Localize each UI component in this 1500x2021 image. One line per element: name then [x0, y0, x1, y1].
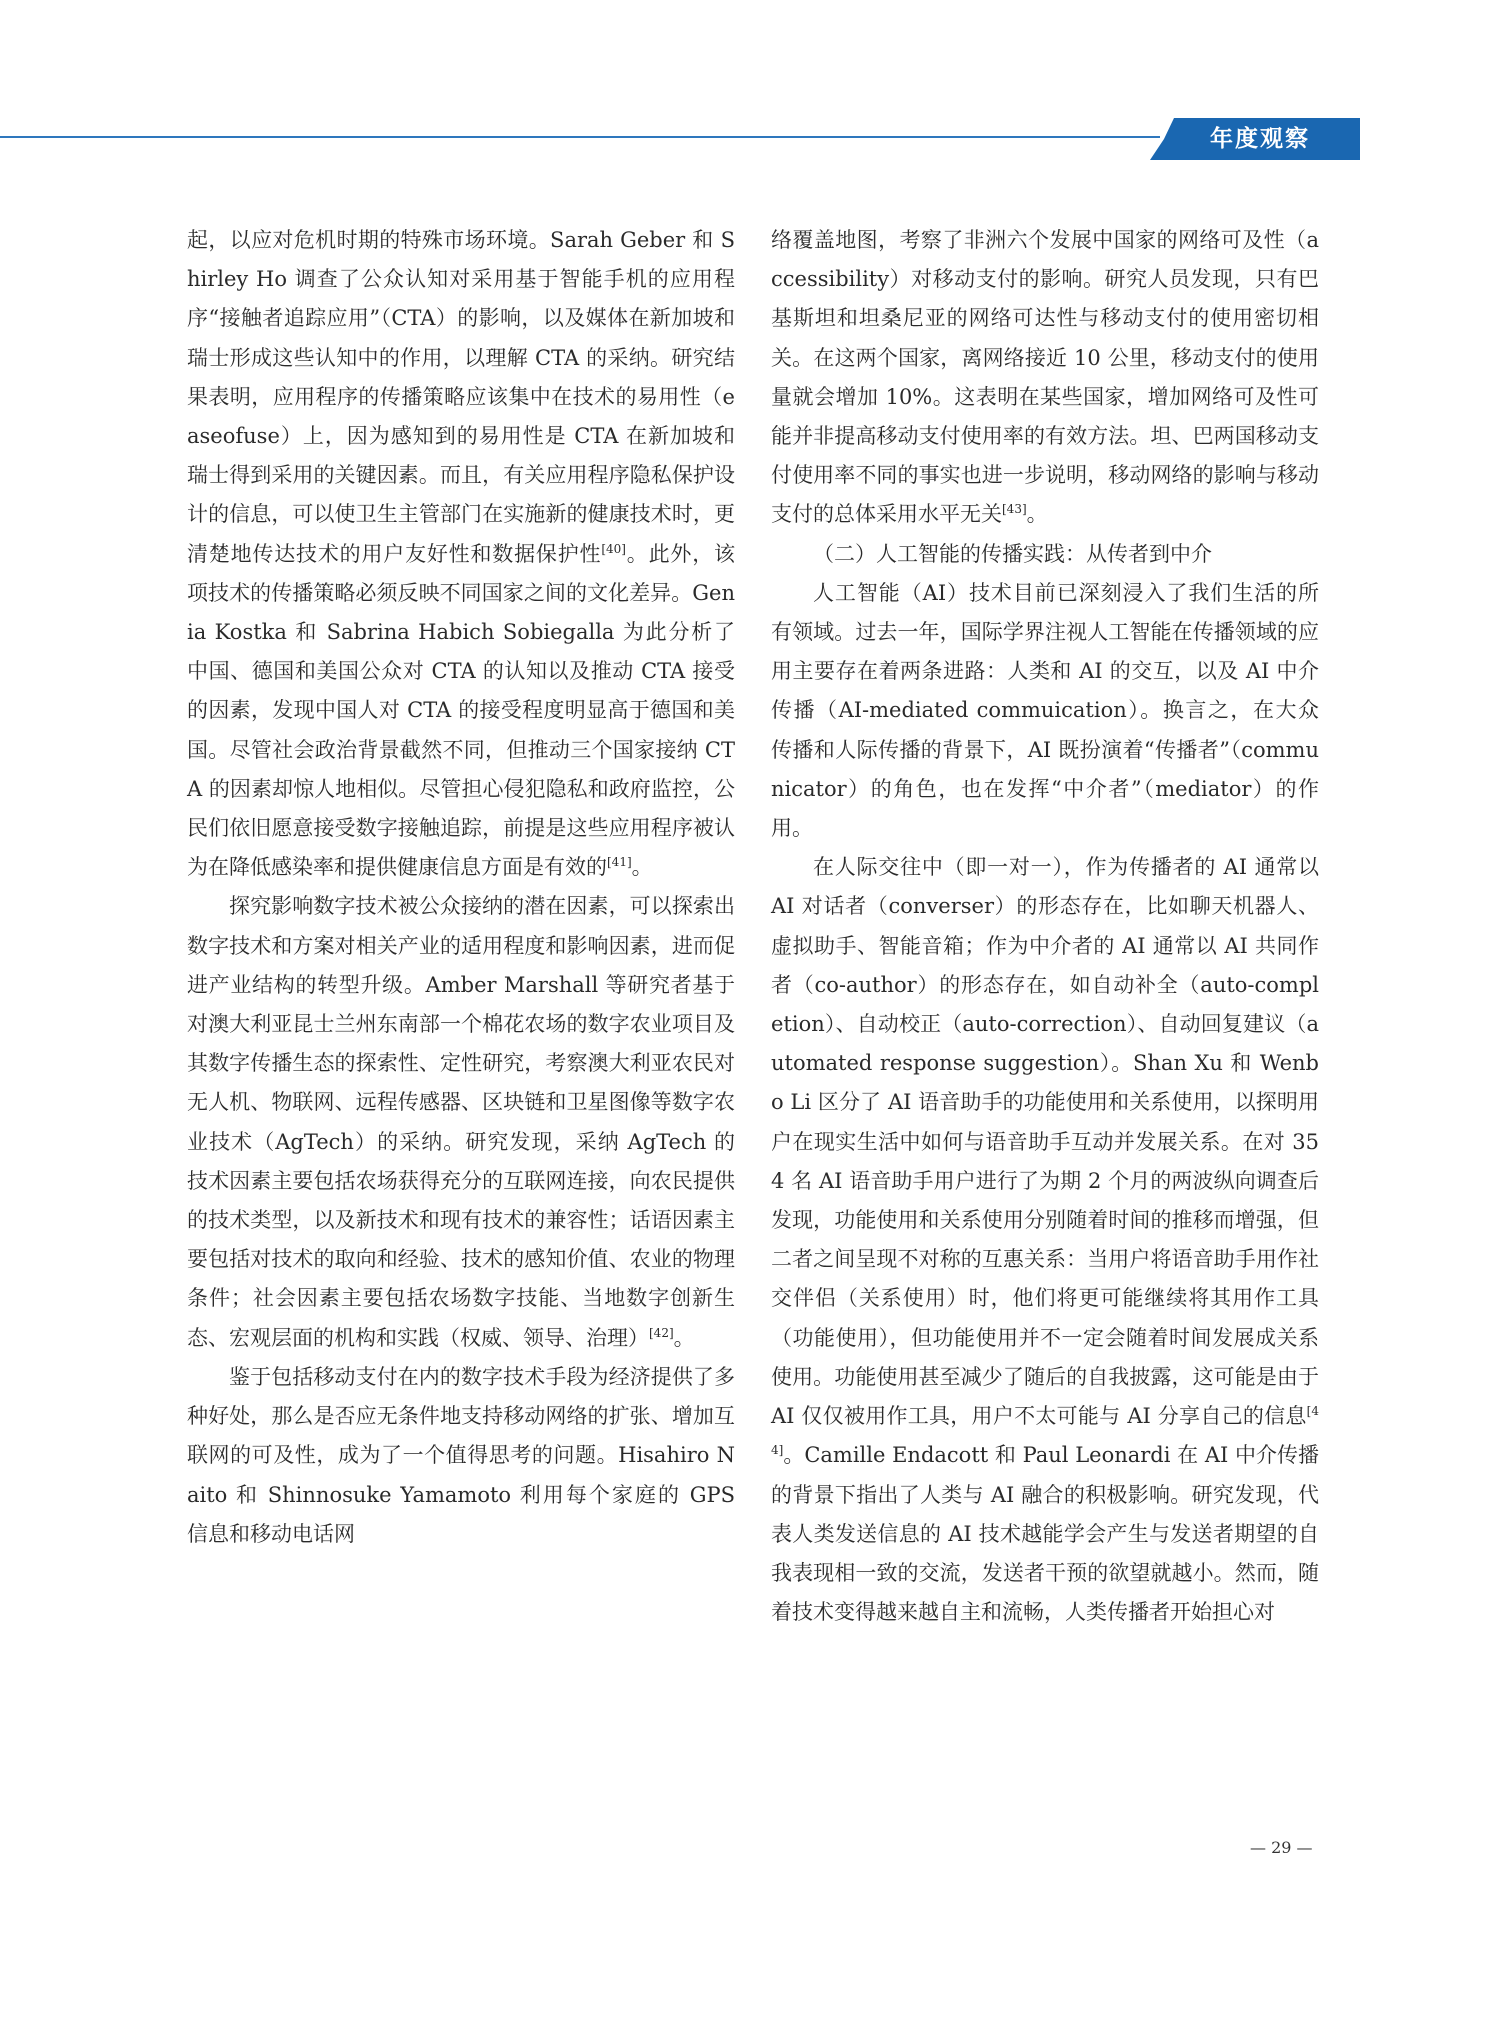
section-heading: （二）人工智能的传播实践：从传者到中介 — [813, 541, 1212, 566]
left-column — [187, 221, 735, 1554]
paragraph-text: 起，以应对危机时期的特殊市场环境。Sarah Geber 和 Shirley Ho 调查了公众认知对采用基于智能手机的应用程序“接触者追踪应用”（CTA）的影响，以及媒体在新加坡和瑞士形成这些认知中的作用，以理解 CTA 的采纳。研究结果表明，应用程序的传播策略应该集中在技术的易用性（easeofuse）上，因为感知到的易用性是 CTA 在新加坡和瑞士得到采用的关键因素。而且，有关应用程序隐私保护设计的信息，可以使卫生主管部门在实施新的健康技术时，更清楚地传达技术的用户友好性和数据保护性 — [187, 228, 735, 566]
citation: [41] — [607, 855, 632, 870]
paragraph-text: 鉴于包括移动支付在内的数字技术手段为经济提供了多种好处，那么是否应无条件地支持移动网络的扩张、增加互联网的可及性，成为了一个值得思考的问题。Hisahiro Naito 和 Shinnosuke Yamamoto 利用每个家庭的 GPS 信息和移动电话网 — [187, 1364, 735, 1546]
paragraph — [187, 887, 735, 1357]
page-number: — 29 — — [1250, 1838, 1313, 1857]
header-rule — [0, 136, 1160, 138]
paragraph — [771, 221, 1319, 535]
paragraph — [771, 574, 1319, 848]
paragraph-text: 探究影响数字技术被公众接纳的潜在因素，可以探索出数字技术和方案对相关产业的适用程度和影响因素，进而促进产业结构的转型升级。Amber Marshall 等研究者基于对澳大利亚昆士兰州东南部一个棉花农场的数字农业项目及其数字传播生态的探索性、定性研究，考察澳大利亚农民对无人机、物联网、远程传感器、区块链和卫星图像等数字农业技术（AgTech）的采纳。研究发现，采纳 AgTech 的技术因素主要包括农场获得充分的互联网连接，向农民提供的技术类型，以及新技术和现有技术的兼容性；话语因素主要包括对技术的取向和经验、技术的感知价值、农业的物理条件；社会因素主要包括农场数字技能、当地数字创新生态、宏观层面的机构和实践（权威、领导、治理） — [187, 894, 735, 1350]
paragraph-text: 络覆盖地图，考察了非洲六个发展中国家的网络可及性（accessibility）对移动支付的影响。研究人员发现，只有巴基斯坦和坦桑尼亚的网络可达性与移动支付的使用密切相关。在这两个国家，离网络接近 10 公里，移动支付的使用量就会增加 10%。这表明在某些国家，增加网络可及性可能并非提高移动支付使用率的有效方法。坦、巴两国移动支付使用率不同的事实也进一步说明，移动网络的影响与移动支付的总体采用水平无关 — [771, 228, 1319, 527]
paragraph-text: 人工智能（AI）技术目前已深刻浸入了我们生活的所有领域。过去一年，国际学界注视人工智能在传播领域的应用主要存在着两条进路：人类和 AI 的交互，以及 AI 中介传播（AI-mediated commuication）。换言之，在大众传播和人际传播的背景下，AI 既扮演着“传播者”（communicator）的角色，也在发挥“中介者”（mediator）的作用。 — [771, 580, 1319, 841]
right-column — [771, 221, 1319, 1632]
paragraph-text: 。Camille Endacott 和 Paul Leonardi 在 AI 中介传播的背景下指出了人类与 AI 融合的积极影响。研究发现，代表人类发送信息的 AI 技术越能学会产生与发送者期望的自我表现相一致的交流，发送者干预的欲望就越小。然而，随着技术变得越来越自主和流畅，人类传播者开始担心对 — [771, 1443, 1319, 1625]
paragraph — [771, 848, 1319, 1632]
section-title: 年度观察 — [1210, 126, 1310, 152]
citation: [40] — [601, 541, 626, 556]
citation: [43] — [1002, 502, 1027, 517]
paragraph-text: 。 — [631, 855, 653, 880]
citation: [44] — [771, 1404, 1319, 1458]
paragraph-text: 在人际交往中（即一对一），作为传播者的 AI 通常以 AI 对话者（converser）的形态存在，比如聊天机器人、虚拟助手、智能音箱；作为中介者的 AI 通常以 AI 共同作者（co-author）的形态存在，如自动补全（auto-completion）、自动校正（auto-correction）、自动回复建议（automated response suggestion）。Shan Xu 和 Wenbo Li 区分了 AI 语音助手的功能使用和关系使用，以探明用户在现实生活中如何与语音助手互动并发展关系。在对 354 名 AI 语音助手用户进行了为期 2 个月的两波纵向调查后发现，功能使用和关系使用分别随着时间的推移而增强，但二者之间呈现不对称的互惠关系：当用户将语音助手用作社交伴侣（关系使用）时，他们将更可能继续将其用作工具（功能使用），但功能使用并不一定会随着时间发展成关系使用。功能使用甚至减少了随后的自我披露，这可能是由于 AI 仅仅被用作工具，用户不太可能与 AI 分享自己的信息 — [771, 855, 1319, 1429]
citation: [42] — [649, 1325, 674, 1340]
paragraph — [187, 221, 735, 887]
paragraph-text: 。 — [1026, 502, 1048, 527]
paragraph-text: 。此外，该项技术的传播策略必须反映不同国家之间的文化差异。Genia Kostka 和 Sabrina Habich Sobiegalla 为此分析了中国、德国和美国公众对 CTA 的认知以及推动 CTA 接受的因素，发现中国人对 CTA 的接受程度明显高于德国和美国。尽管社会政治背景截然不同，但推动三个国家接纳 CTA 的因素却惊人地相似。尽管担心侵犯隐私和政府监控，公民们依旧愿意接受数字接触追踪，前提是这些应用程序被认为在降低感染率和提供健康信息方面是有效的 — [187, 541, 736, 880]
paragraph — [187, 1358, 735, 1554]
paragraph-text: 。 — [673, 1325, 695, 1350]
